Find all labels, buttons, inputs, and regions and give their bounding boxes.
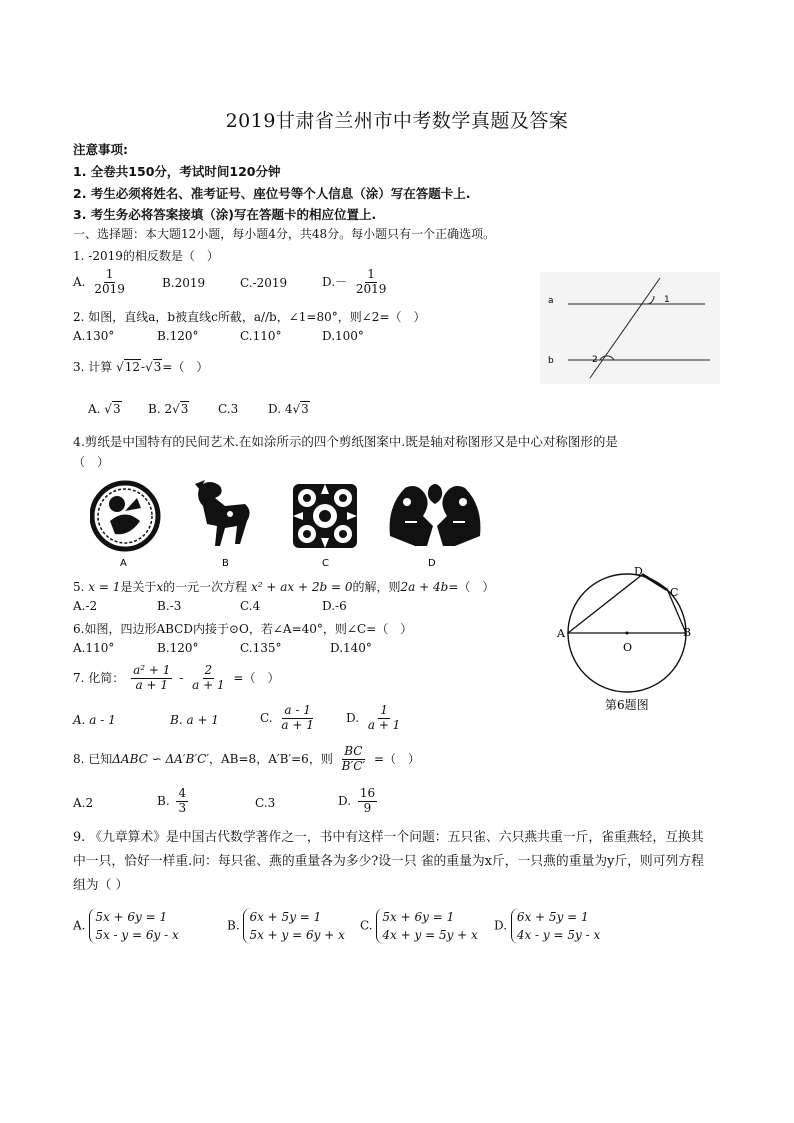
papercut-c-label: C bbox=[322, 558, 329, 568]
q4-papercut-figures bbox=[90, 478, 485, 568]
q8-option-d: D. $\frac{16}{9}$ bbox=[338, 786, 376, 815]
center-point bbox=[626, 632, 629, 635]
q7-option-c: C. $\frac{a - 1}{a + 1}$ bbox=[260, 703, 314, 732]
q6-stem: 6.如图，四边形ABCD内接于⊙O，若∠A=40°，则∠C=（ ） bbox=[73, 622, 413, 636]
papercut-b-image bbox=[195, 480, 250, 546]
papercut-a-image bbox=[92, 483, 158, 549]
q6-inscribed-quadrilateral-figure bbox=[555, 562, 705, 720]
q3-option-d: D. 4√3 bbox=[268, 402, 309, 416]
q5-option-d: D.-6 bbox=[322, 599, 347, 613]
q2-option-c: C.110° bbox=[240, 329, 282, 343]
figure-caption: 第6题图 bbox=[605, 698, 649, 712]
q1-stem: 1. -2019的相反数是（ ） bbox=[73, 249, 219, 263]
figure-background bbox=[540, 272, 720, 384]
label-D: D bbox=[634, 565, 643, 578]
notes-heading: 注意事项: bbox=[73, 142, 128, 157]
q3-option-a: A. √3 bbox=[88, 402, 121, 416]
q3-option-c: C.3 bbox=[218, 402, 239, 416]
q1-option-c: C.-2019 bbox=[240, 276, 288, 290]
q7-stem: 7. 化简： $\frac{\text{a² + 1}}{a + 1}$ - $\frac{2}{a + 1}$ =（ ） bbox=[73, 663, 280, 692]
q9-option-c: C. 5x + 6y = 1 4x + y = 5y + x bbox=[360, 910, 478, 942]
q5-option-a: A.-2 bbox=[73, 599, 98, 613]
q6-option-c: C.135° bbox=[240, 641, 282, 655]
q8-option-b: B. $\frac{4}{3}$ bbox=[157, 786, 187, 815]
papercut-d-image bbox=[390, 484, 481, 546]
page-title: 2019甘肃省兰州市中考数学真题及答案 bbox=[225, 110, 569, 132]
q9-option-b: B. 6x + 5y = 1 5x + y = 6y + x bbox=[227, 910, 345, 942]
q2-option-b: B.120° bbox=[157, 329, 199, 343]
q8-stem: 8. 已知ΔABC ∽ ΔA′B′C′，AB=8，A′B′=6，则 $\frac{BC}{B'C'}$ =（ ） bbox=[73, 744, 420, 773]
q4-stem: 4.剪纸是中国特有的民间艺术.在如涂所示的四个剪纸图案中.既是轴对称图形又是中心对称图形的是 bbox=[73, 434, 618, 449]
q2-option-d: D.100° bbox=[322, 329, 364, 343]
q7-option-b: B. a + 1 bbox=[170, 713, 219, 727]
label-B: B bbox=[683, 626, 692, 639]
q5-option-b: B.-3 bbox=[157, 599, 182, 613]
q2-stem: 2. 如图，直线a，b被直线c所截，a//b，∠1=80°，则∠2=（ ） bbox=[73, 310, 426, 324]
section-heading: 一、选择题：本大题12小题，每小题4分，共48分。每小题只有一个正确选项。 bbox=[73, 227, 496, 241]
note-item: 1. 全卷共150分，考试时间120分钟 bbox=[73, 164, 281, 179]
label-a: a bbox=[548, 296, 554, 306]
q8-option-c: C.3 bbox=[255, 796, 276, 810]
q9-option-d: D. 6x + 5y = 1 4x - y = 5y - x bbox=[494, 910, 601, 942]
q7-option-a: A. a - 1 bbox=[73, 713, 116, 727]
label-b: b bbox=[548, 356, 554, 366]
label-angle-2: 2 bbox=[592, 355, 598, 365]
papercut-d-label: D bbox=[428, 558, 436, 568]
quadrilateral-abcd bbox=[568, 574, 686, 633]
q1-option-a: A. $\frac{1}{2019}$ bbox=[73, 267, 125, 296]
note-item: 2. 考生必须将姓名、准考证号、座位号等个人信息（涂）写在答题卡上. bbox=[73, 186, 471, 201]
q5-option-c: C.4 bbox=[240, 599, 261, 613]
papercut-a-label: A bbox=[120, 558, 127, 568]
papercut-c-image bbox=[293, 484, 357, 548]
q5-stem: 5. x = 1是关于x的一元一次方程 x² + ax + 2b = 0的解，则2a + 4b=（ ） bbox=[73, 580, 495, 594]
q1-option-b: B.2019 bbox=[162, 276, 206, 290]
label-angle-1: 1 bbox=[664, 295, 670, 305]
q6-option-d: D.140° bbox=[330, 641, 372, 655]
q6-option-a: A.110° bbox=[73, 641, 115, 655]
q1-option-d: D.－ $\frac{1}{2019}$ bbox=[322, 267, 387, 296]
q2-parallel-lines-figure bbox=[540, 272, 720, 384]
q3-stem: 3. 计算 √12-√3=（ ） bbox=[73, 360, 209, 374]
label-A: A bbox=[557, 627, 565, 640]
q2-option-a: A.130° bbox=[73, 329, 115, 343]
q6-option-b: B.120° bbox=[157, 641, 199, 655]
note-item: 3. 考生务必将答案接填（涂)写在答题卡的相应位置上. bbox=[73, 207, 377, 222]
q4-paren: （ ） bbox=[73, 455, 110, 469]
q7-option-d: D. $\frac{1}{a + 1}$ bbox=[346, 703, 401, 732]
label-C: C bbox=[670, 586, 679, 599]
q9-stem: 9. 《九章算术》是中国古代数学著作之一，书中有这样一个问题：五只雀、六只燕共重一斤，雀重燕轻，互换其中一只，恰好一样重.问：每只雀、燕的重量各为多少?设一只 雀的重量为x斤，一只燕的重量为y斤，则可列方程组为（ ） bbox=[73, 830, 704, 893]
label-O: O bbox=[623, 641, 633, 654]
side-dc-thick bbox=[643, 575, 667, 590]
q8-option-a: A.2 bbox=[73, 796, 94, 810]
q3-option-b: B. 2√3 bbox=[148, 402, 189, 416]
papercut-b-label: B bbox=[222, 558, 229, 568]
q9-option-a: A. 5x + 6y = 1 5x - y = 6y - x bbox=[73, 910, 179, 942]
